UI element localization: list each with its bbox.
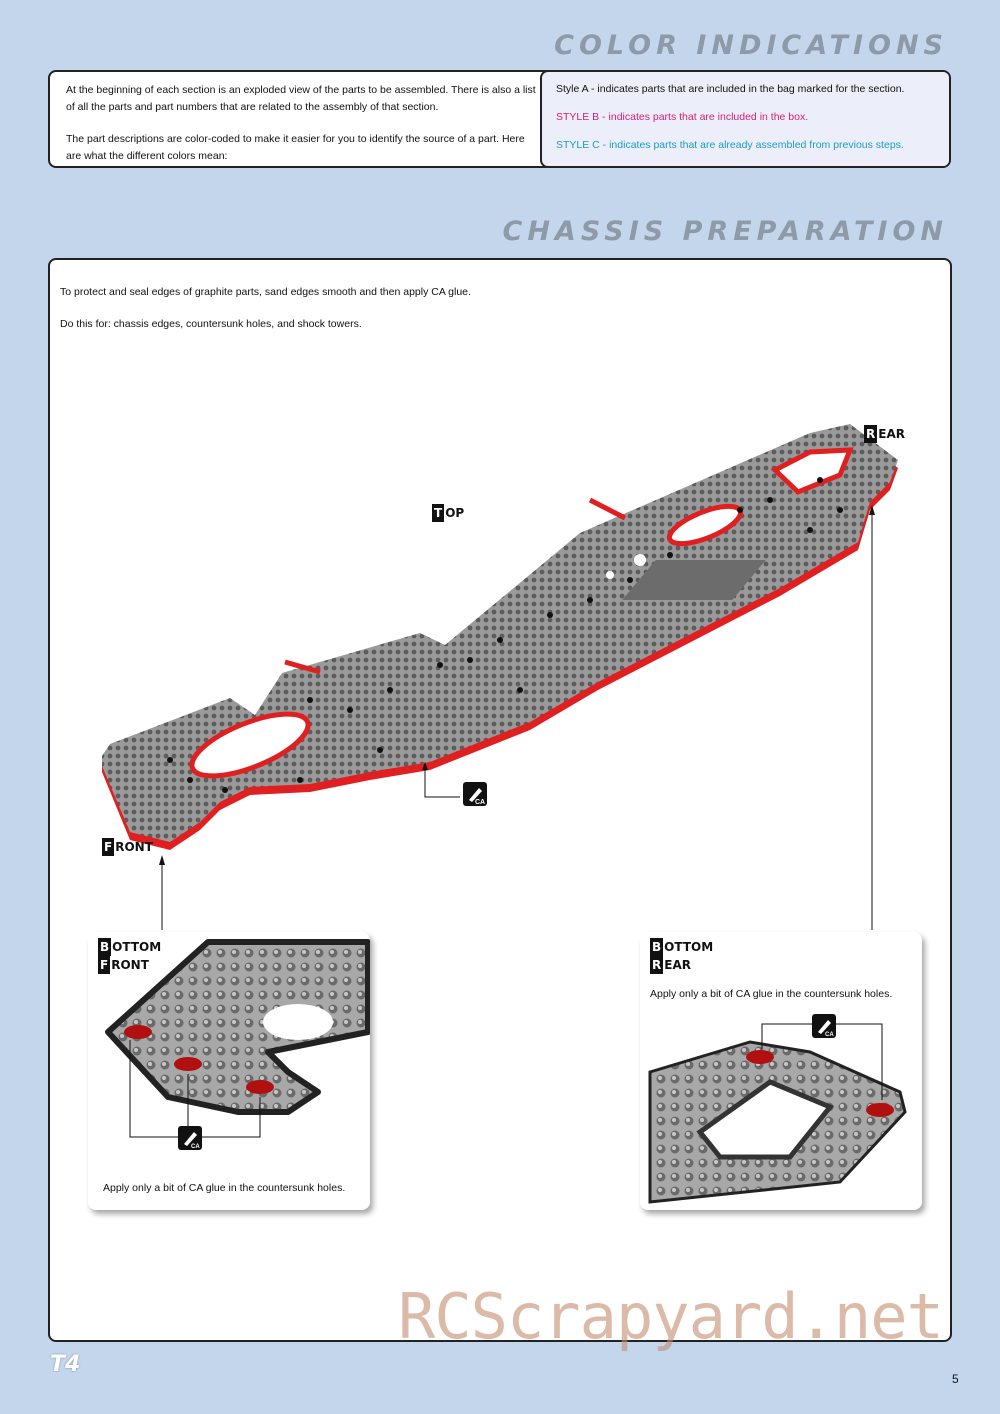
color-intro-paragraph-2: The part descriptions are color-coded to make it easier for you to identify the source of a part. Here are what the different colors mean: <box>66 133 525 162</box>
svg-text:CA: CA <box>825 1032 834 1038</box>
section-title-chassis-preparation: CHASSIS PREPARATION <box>502 216 948 247</box>
svg-text:CA: CA <box>475 799 486 806</box>
svg-text:CA: CA <box>191 1144 200 1150</box>
instruction-line-1: To protect and seal edges of graphite parts, sand edges smooth and then apply CA glue. <box>60 286 471 298</box>
inset-rear-caption: Apply only a bit of CA glue in the countersunk holes. <box>650 988 893 1000</box>
inset-front-caption: Apply only a bit of CA glue in the countersunk holes. <box>103 1182 346 1194</box>
color-indications-box <box>48 70 951 168</box>
color-intro-paragraph-1: At the beginning of each section is an exploded view of the parts to be assembled. There is also a list of all the parts and part numbers that are related to the assembly of that section. <box>66 84 536 113</box>
style-b-legend: STYLE B - indicates parts that are included in the box. <box>556 111 809 123</box>
page-number: 5 <box>952 1372 959 1386</box>
rear-slot <box>590 500 625 518</box>
footer-logo: T4 <box>50 1352 81 1377</box>
chassis-instructions <box>60 284 471 348</box>
instruction-line-2: Do this for: chassis edges, countersunk holes, and shock towers. <box>60 318 362 330</box>
chassis-plate <box>102 424 898 842</box>
style-c-legend: STYLE C - indicates parts that are already assembled from previous steps. <box>556 139 904 151</box>
inset-bottom-front <box>88 932 370 1210</box>
chassis-illustration <box>50 400 950 1000</box>
inset-bottom-rear <box>640 932 922 1210</box>
watermark: RCScrapyard.net <box>398 1280 943 1353</box>
color-legend <box>540 70 951 168</box>
inset-rear-title: B OTTOM R EAR <box>652 940 714 972</box>
color-intro-text <box>66 82 536 168</box>
label-front: F RONT <box>104 840 153 854</box>
section-title-color-indications: COLOR INDICATIONS <box>554 30 948 61</box>
style-a-legend: Style A - indicates parts that are included in the bag marked for the section. <box>556 83 905 95</box>
label-rear: R EAR <box>866 427 905 441</box>
inset-front-title: B OTTOM F RONT <box>100 940 162 972</box>
chassis-preparation-panel <box>48 258 952 1342</box>
ca-glue-icon <box>463 782 487 806</box>
label-top: T OP <box>434 506 465 520</box>
